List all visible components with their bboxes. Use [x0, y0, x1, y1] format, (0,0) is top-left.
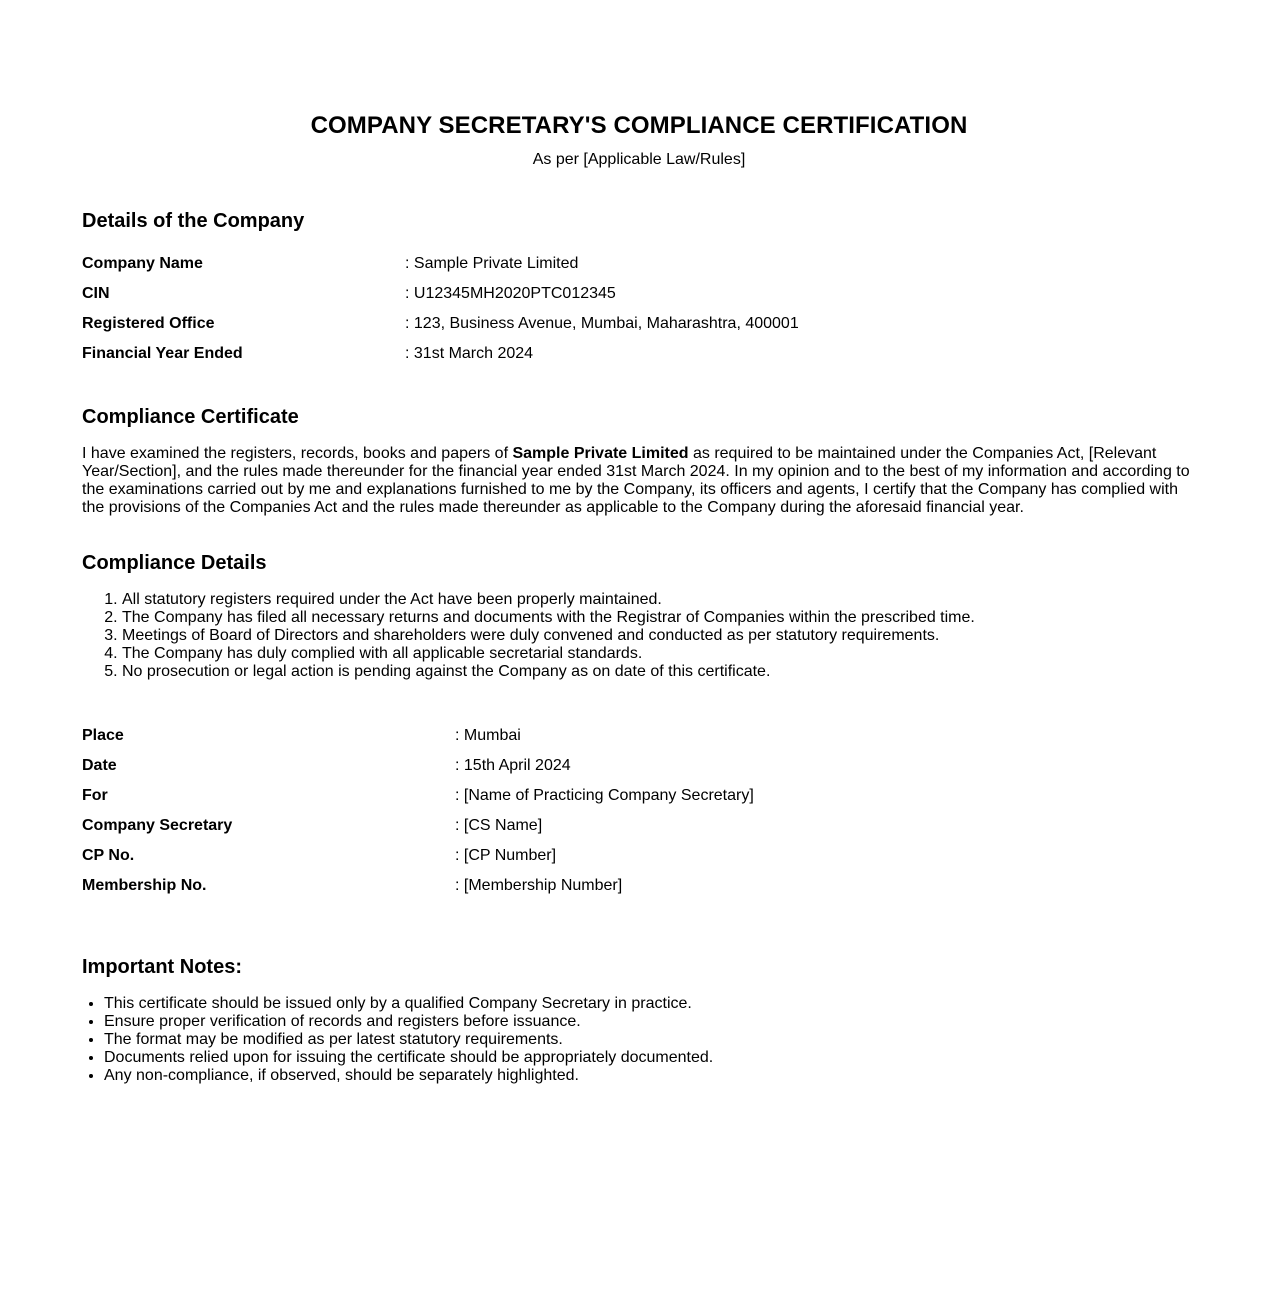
company-name-label: Company Name	[82, 255, 203, 272]
for-label: For	[82, 787, 108, 804]
certificate-text-start: I have examined the registers, records, books and papers of	[82, 445, 513, 462]
list-item: 3. Meetings of Board of Directors and shareholders were duly convened and conducted as per statutory requirements.	[122, 627, 1196, 645]
compliance-details-heading: Compliance Details	[82, 552, 267, 574]
certificate-company-name: Sample Private Limited	[512, 445, 689, 462]
company-name-value: : Sample Private Limited	[405, 255, 579, 272]
list-item: • The format may be modified as per latest statutory requirements.	[104, 1031, 1196, 1049]
registered-office-row	[82, 309, 799, 339]
cp-number-row	[82, 841, 754, 871]
certificate-paragraph	[82, 445, 1196, 517]
company-secretary-row	[82, 811, 754, 841]
signature-table	[82, 721, 754, 901]
financial-year-value: : 31st March 2024	[405, 345, 534, 362]
list-item: • Ensure proper verification of records and registers before issuance.	[104, 1013, 1196, 1031]
date-value: : 15th April 2024	[455, 757, 571, 774]
financial-year-label: Financial Year Ended	[82, 345, 243, 362]
document-subtitle: As per [Applicable Law/Rules]	[532, 151, 746, 168]
important-notes-list	[82, 995, 1196, 1085]
certificate-text-end: as required to be maintained under the Companies Act, [Relevant Year/Section], and the rules made thereunder for the financial year ended 31st March 2024. In my opinion and to the best of my information and according to the examinations carried out by me and explanations furnished to me by the Company, its officers and agents, I certify that the Company has complied with the provisions of the Companies Act and the rules made thereunder as applicable to the Company during the aforesaid financial year.	[82, 445, 1190, 516]
cp-number-label: CP No.	[82, 847, 135, 864]
registered-office-label: Registered Office	[82, 315, 215, 332]
company-details-table	[82, 249, 799, 369]
compliance-certificate-heading: Compliance Certificate	[82, 406, 299, 428]
place-row	[82, 721, 754, 751]
date-label: Date	[82, 757, 117, 774]
company-secretary-label: Company Secretary	[82, 817, 233, 834]
membership-number-value: : [Membership Number]	[455, 877, 623, 894]
place-value: : Mumbai	[455, 727, 521, 744]
compliance-details-list	[82, 591, 1196, 681]
document-title: COMPANY SECRETARY'S COMPLIANCE CERTIFICATION	[310, 112, 968, 139]
cin-label: CIN	[82, 285, 110, 302]
date-row	[82, 751, 754, 781]
cin-value: : U12345MH2020PTC012345	[405, 285, 616, 302]
membership-number-row	[82, 871, 754, 901]
list-item: • This certificate should be issued only by a qualified Company Secretary in practice.	[104, 995, 1196, 1013]
list-item: 4. The Company has duly complied with all applicable secretarial standards.	[122, 645, 1196, 663]
membership-number-label: Membership No.	[82, 877, 207, 894]
registered-office-value: : 123, Business Avenue, Mumbai, Maharashtra, 400001	[405, 315, 799, 332]
financial-year-row	[82, 339, 799, 369]
for-row	[82, 781, 754, 811]
list-item: 2. The Company has filed all necessary returns and documents with the Registrar of Companies within the prescribed time.	[122, 609, 1196, 627]
list-item: • Documents relied upon for issuing the certificate should be appropriately documented.	[104, 1049, 1196, 1067]
company-name-row	[82, 249, 799, 279]
list-item: 5. No prosecution or legal action is pending against the Company as on date of this certificate.	[122, 663, 1196, 681]
important-notes-heading: Important Notes:	[82, 956, 242, 978]
list-item: • Any non-compliance, if observed, should be separately highlighted.	[104, 1067, 1196, 1085]
list-item: 1. All statutory registers required under the Act have been properly maintained.	[122, 591, 1196, 609]
cin-row	[82, 279, 799, 309]
place-label: Place	[82, 727, 124, 744]
cp-number-value: : [CP Number]	[455, 847, 557, 864]
for-value: : [Name of Practicing Company Secretary]	[455, 787, 754, 804]
company-details-heading: Details of the Company	[82, 210, 305, 232]
company-secretary-value: : [CS Name]	[455, 817, 543, 834]
